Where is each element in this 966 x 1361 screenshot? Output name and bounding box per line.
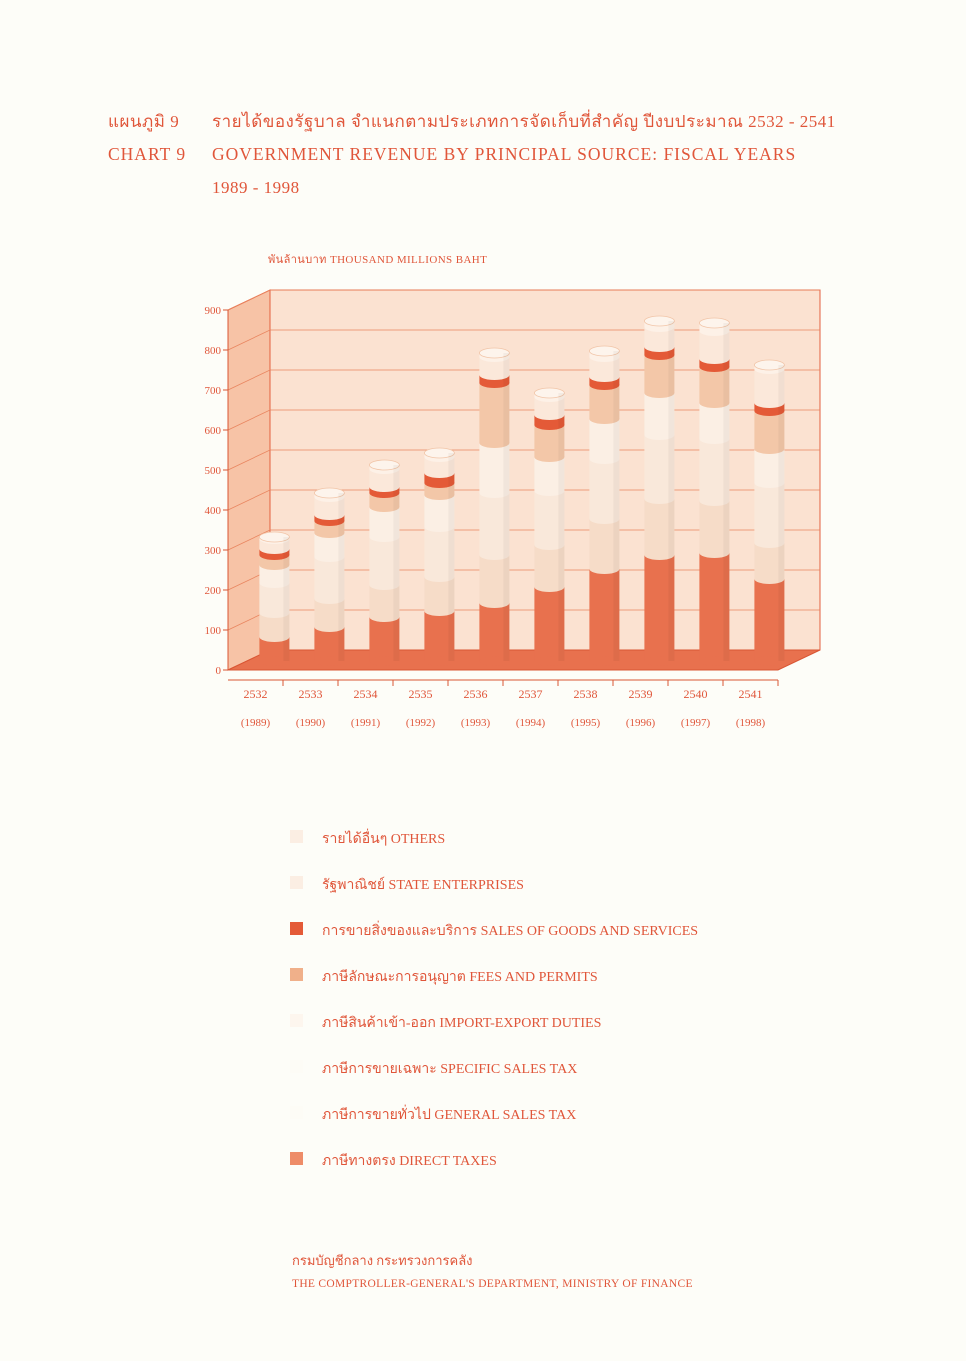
y-tick-label: 900 xyxy=(204,305,221,317)
thai-chart-title: รายได้ของรัฐบาล จำแนกตามประเภทการจัดเก็บที่สำคัญ ปีงบประมาณ 2532 - 2541 xyxy=(212,112,836,131)
thai-title-row xyxy=(108,108,836,135)
bar-shadow xyxy=(338,493,344,661)
legend-swatch xyxy=(290,1106,303,1119)
bar-shadow xyxy=(503,353,509,661)
bar-shadow xyxy=(448,453,454,661)
legend-swatch xyxy=(290,1060,303,1073)
unit-label: พันล้านบาท THOUSAND MILLIONS BAHT xyxy=(268,254,488,266)
legend-label: ภาษีการขายเฉพาะ SPECIFIC SALES TAX xyxy=(322,1062,578,1077)
legend-swatch xyxy=(290,1152,303,1165)
x-tick-label: 2534 xyxy=(353,687,378,701)
bar-shadow xyxy=(723,323,729,661)
x-tick-sublabel: (1989) xyxy=(240,717,271,729)
legend-label: ภาษีลักษณะการอนุญาต FEES AND PERMITS xyxy=(322,970,598,985)
bar-shadow xyxy=(668,321,674,661)
y-tick-label: 500 xyxy=(204,465,221,477)
x-tick-label: 2533 xyxy=(298,687,323,701)
y-tick-label: 300 xyxy=(204,545,221,557)
english-chart-title: GOVERNMENT REVENUE BY PRINCIPAL SOURCE: FISCAL YEARS xyxy=(212,144,797,164)
bar-shadow xyxy=(393,465,399,661)
y-tick-label: 400 xyxy=(204,505,221,517)
y-tick-label: 100 xyxy=(204,625,221,637)
x-tick-sublabel: (1995) xyxy=(570,717,601,729)
x-tick-sublabel: (1991) xyxy=(350,717,381,729)
x-tick-label: 2532 xyxy=(243,687,268,701)
x-tick-sublabel: (1992) xyxy=(405,717,436,729)
legend-swatch xyxy=(290,876,303,889)
legend-label: ภาษีสินค้าเข้า-ออก IMPORT-EXPORT DUTIES xyxy=(322,1016,602,1031)
source-thai-value: กรมบัญชีกลาง กระทรวงการคลัง xyxy=(292,1253,473,1268)
source-english-value: THE COMPTROLLER-GENERAL'S DEPARTMENT, MINISTRY OF FINANCE xyxy=(292,1278,693,1290)
thai-chart-label: แผนภูมิ 9 xyxy=(108,112,180,131)
y-tick-label: 0 xyxy=(215,665,221,677)
x-tick-sublabel: (1993) xyxy=(460,717,491,729)
x-tick-sublabel: (1998) xyxy=(735,717,766,729)
legend-label: รายได้อื่นๆ OTHERS xyxy=(322,832,446,847)
legend-label: รัฐพาณิชย์ STATE ENTERPRISES xyxy=(322,878,524,893)
y-tick-label: 200 xyxy=(204,585,221,597)
x-tick-label: 2536 xyxy=(463,687,488,701)
x-tick-sublabel: (1997) xyxy=(680,717,711,729)
x-tick-sublabel: (1990) xyxy=(295,717,326,729)
bar-shadow xyxy=(613,351,619,661)
english-title-row xyxy=(108,144,796,165)
bar-shadow xyxy=(558,393,564,661)
legend-label: การขายสิ่งของและบริการ SALES OF GOODS AND SERVICES xyxy=(322,924,699,939)
bar-shadow xyxy=(283,537,289,661)
legend-label: ภาษีทางตรง DIRECT TAXES xyxy=(322,1154,497,1169)
english-chart-label: CHART 9 xyxy=(108,144,187,164)
legend-swatch xyxy=(290,1014,303,1027)
x-tick-label: 2538 xyxy=(573,687,598,701)
x-tick-label: 2541 xyxy=(738,687,763,701)
y-tick-label: 800 xyxy=(204,345,221,357)
x-tick-label: 2537 xyxy=(518,687,543,701)
x-tick-sublabel: (1996) xyxy=(625,717,656,729)
legend-swatch xyxy=(290,922,303,935)
x-tick-label: 2535 xyxy=(408,687,433,701)
y-tick-label: 700 xyxy=(204,385,221,397)
y-tick-label: 600 xyxy=(204,425,221,437)
bar-shadow xyxy=(778,365,784,661)
legend-swatch xyxy=(290,968,303,981)
x-tick-label: 2540 xyxy=(683,687,708,701)
english-title-years: 1989 - 1998 xyxy=(212,178,300,197)
legend-label: ภาษีการขายทั่วไป GENERAL SALES TAX xyxy=(322,1108,577,1123)
legend-swatch xyxy=(290,830,303,843)
stacked-bar-chart xyxy=(190,270,850,750)
x-tick-sublabel: (1994) xyxy=(515,717,546,729)
x-tick-label: 2539 xyxy=(628,687,653,701)
